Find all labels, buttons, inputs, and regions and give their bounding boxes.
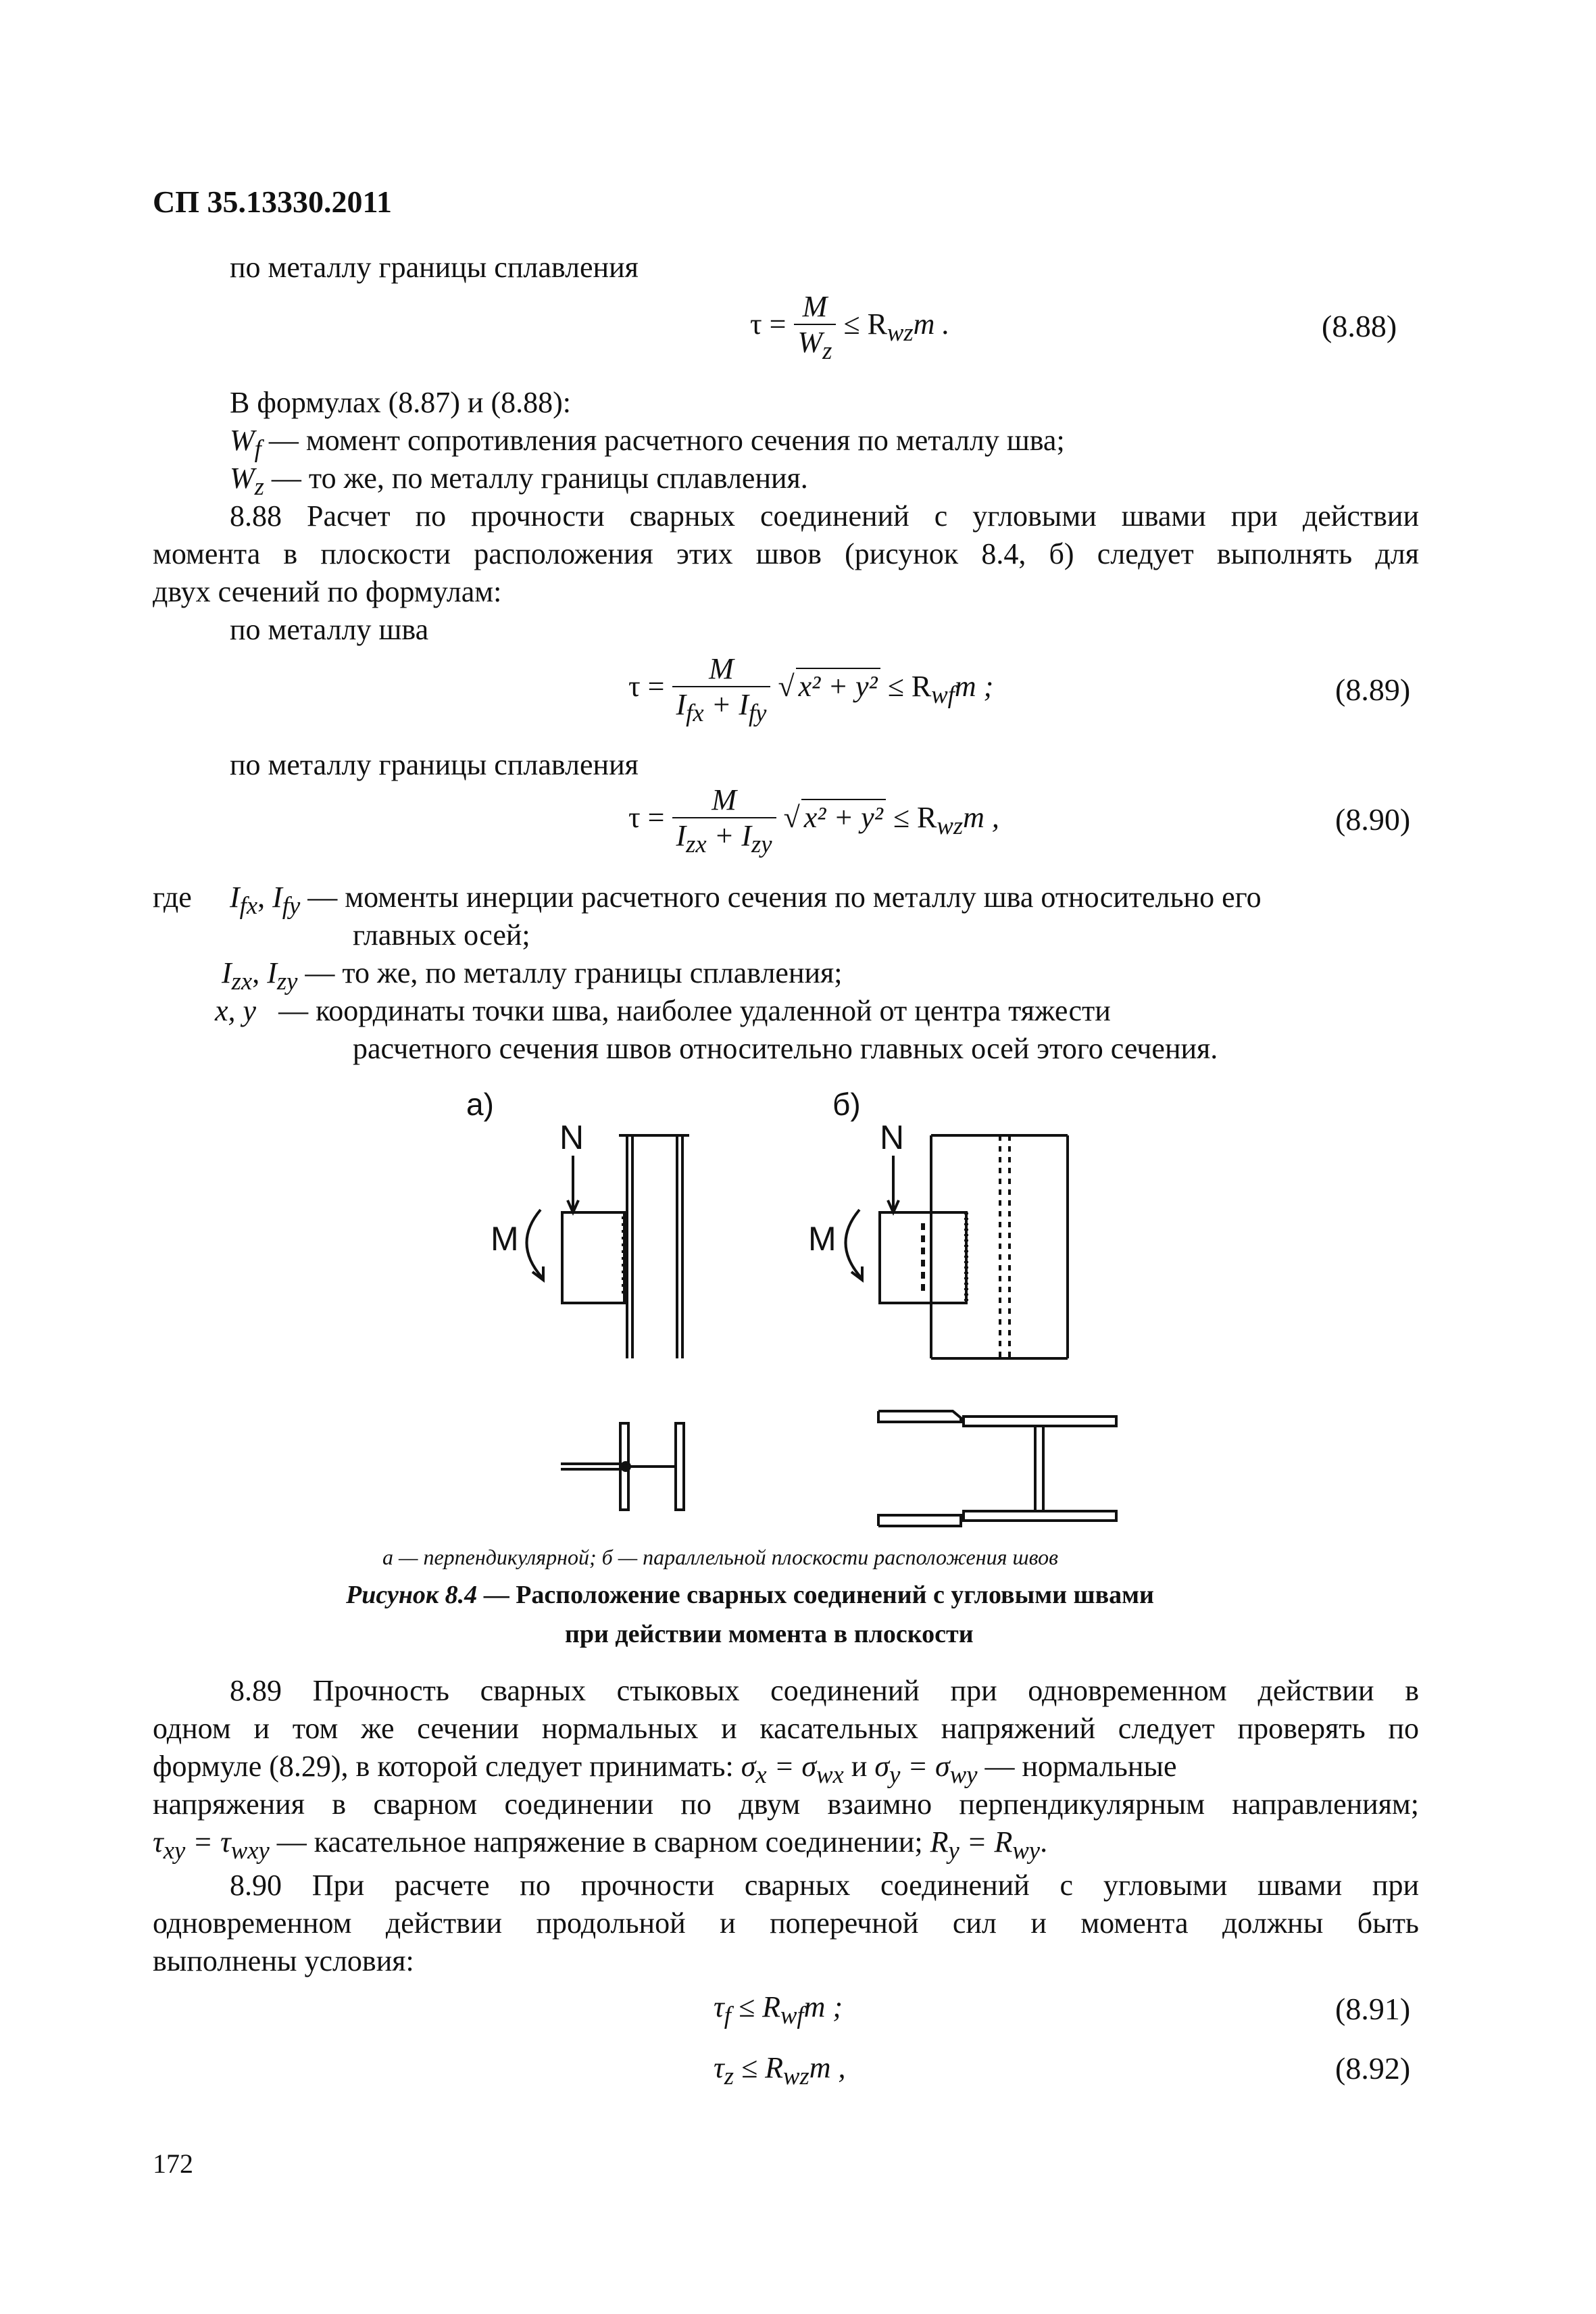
equation-number: (8.90)	[1335, 802, 1411, 837]
numerator: M	[802, 290, 828, 323]
text-line: по металлу шва	[230, 613, 429, 646]
equation-number: (8.91)	[1335, 1992, 1411, 2026]
formula-inline: $\sigma_x = \sigma_{wx}$	[741, 1750, 844, 1788]
figure-caption-title	[346, 1580, 1154, 1610]
figure-8-4-weld-diagram	[459, 1081, 1311, 1554]
weld-dot	[622, 1462, 630, 1471]
lhs-symbol: τ	[714, 2051, 724, 2084]
flange-section-a	[676, 1423, 684, 1510]
rhs-tail: m ;	[954, 670, 994, 703]
fraction	[672, 651, 771, 727]
denominator	[794, 324, 837, 365]
denominator	[672, 817, 776, 858]
tau-symbol: τ =	[628, 670, 665, 703]
rhs-symbol: ≤ R	[887, 670, 932, 703]
numerator: M	[712, 783, 737, 816]
equation-8-92	[714, 2050, 846, 2090]
plate-section-b-bottom	[878, 1515, 961, 1526]
text-line: В формулах (8.87) и (8.88):	[230, 386, 571, 419]
equation-number: (8.88)	[1322, 309, 1397, 343]
moment-arc	[845, 1210, 861, 1277]
page-number: 172	[153, 2148, 193, 2179]
lhs-symbol: τ	[714, 1990, 724, 2023]
sqrt-content: x² + y²	[801, 799, 886, 835]
den-subscript: zx	[686, 829, 707, 858]
paragraph-line: формуле (8.29), в которой следует принимать: $\sigma_x = \sigma_{wx}$ и $\sigma_y = \sigma_{wy}$ — нормальные	[153, 1750, 1177, 1788]
definition-text: — координаты точки шва, наиболее удаленной от центра тяжести	[278, 994, 1111, 1027]
paragraph-line: двух сечений по формулам:	[153, 575, 502, 608]
symbol: I	[222, 956, 232, 989]
rhs-subscript: wf	[931, 680, 955, 708]
rhs-tail: m ,	[809, 2051, 846, 2084]
equation-8-90	[628, 783, 999, 858]
sqrt-content: x² + y²	[796, 668, 880, 704]
moment-m-label: M	[491, 1220, 519, 1258]
caption-figure-number: Рисунок 8.4	[346, 1581, 478, 1609]
tau-symbol: τ =	[750, 307, 787, 341]
formula-inline: $R_y = R_{wy}$	[930, 1825, 1041, 1864]
definition-text: — момент сопротивления расчетного сечения по металлу шва;	[268, 424, 1065, 457]
definition-text: — моменты инерции расчетного сечения по металлу шва относительно его	[307, 881, 1262, 914]
symbol: I	[230, 881, 240, 914]
paragraph-line: 8.88 Расчет по прочности сварных соединений с угловыми швами при действии	[230, 499, 1419, 533]
lhs-subscript: f	[724, 2000, 731, 2029]
den-subscript: z	[822, 336, 832, 364]
den-symbol: W	[797, 326, 823, 359]
sqrt-sign: √	[783, 801, 800, 834]
paragraph-line: момента в плоскости расположения этих швов (рисунок 8.4, б) следует выполнять для	[153, 537, 1419, 570]
formula-inline: $\tau_{xy} = \tau_{wxy}$	[153, 1825, 270, 1864]
rhs-subscript: wz	[887, 318, 914, 346]
paragraph-line: 8.90 При расчете по прочности сварных соединений с угловыми швами при	[230, 1869, 1419, 1902]
document-code: СП 35.13330.2011	[153, 184, 392, 219]
equation-number: (8.89)	[1335, 672, 1411, 707]
equation-number: (8.92)	[1335, 2051, 1411, 2086]
symbol: I	[272, 881, 282, 914]
plate-section-b-top	[878, 1411, 961, 1422]
formula-inline: $\sigma_y = \sigma_{wy}$	[874, 1750, 978, 1788]
moment-m-label: M	[808, 1220, 837, 1258]
subscript: f	[254, 434, 261, 462]
equation-8-89	[628, 651, 993, 727]
subscript: zy	[276, 966, 298, 995]
rhs-tail: m .	[913, 307, 950, 341]
where-word: где	[153, 881, 192, 914]
paragraph-text: — нормальные	[984, 1750, 1177, 1783]
fraction	[672, 783, 776, 858]
paragraph-text: — касательное напряжение в сварном соединении;	[276, 1825, 923, 1858]
den-plus: + I	[714, 819, 752, 852]
definition-text: — то же, по металлу границы сплавления;	[305, 956, 843, 989]
paragraph-line: одновременном действии продольной и поперечной сил и момента должны быть	[153, 1906, 1419, 1940]
definition-continuation: расчетного сечения швов относительно главных осей этого сечения.	[353, 1032, 1218, 1065]
rhs-subscript: wz	[783, 2061, 809, 2090]
text-line: по металлу границы сплавления	[230, 748, 639, 781]
symbol: I	[267, 956, 277, 989]
flange-section-b-bottom	[964, 1511, 1116, 1521]
definition-text: — то же, по металлу границы сплавления.	[271, 462, 808, 495]
label-b: б)	[832, 1087, 861, 1122]
lhs-subscript: z	[724, 2061, 734, 2090]
den-symbol: I	[676, 819, 687, 852]
subscript: zx	[231, 966, 253, 995]
rhs-subscript: wz	[937, 811, 964, 839]
rhs-tail: m ,	[963, 801, 999, 834]
definition-izx-izy: $I_{zx}$, $I_{zy}$ — то же, по металлу границы сплавления;	[222, 956, 843, 995]
subscript: fx	[239, 891, 258, 919]
rhs-symbol: ≤ R	[738, 1990, 780, 2023]
fraction	[794, 289, 837, 365]
sqrt-sign: √	[778, 670, 795, 703]
rhs-subscript: wf	[780, 2000, 804, 2029]
text-line: по металлу границы сплавления	[230, 251, 639, 284]
flange-section-b-top	[964, 1417, 1116, 1426]
equation-8-88	[750, 289, 949, 365]
paragraph-line: напряжения в сварном соединении по двум взаимно перпендикулярным направлениям;	[153, 1788, 1419, 1821]
definition-continuation: главных осей;	[353, 918, 530, 952]
den-subscript: fy	[748, 698, 767, 727]
tau-symbol: τ =	[628, 801, 665, 834]
subscript: fy	[282, 891, 301, 919]
plate-a	[562, 1212, 624, 1303]
den-subscript: zy	[751, 829, 772, 858]
rhs-tail: m ;	[803, 1990, 843, 2023]
den-subscript: fx	[686, 698, 704, 727]
symbol: x, y	[215, 994, 257, 1027]
den-symbol: I	[676, 688, 687, 721]
numerator: M	[709, 652, 734, 685]
paragraph-line: одном и том же сечении нормальных и касательных напряжений следует проверять по	[153, 1712, 1419, 1745]
den-plus: + I	[711, 688, 749, 721]
moment-arc	[526, 1210, 542, 1277]
caption-title-text: — Расположение сварных соединений с угловыми швами	[483, 1581, 1154, 1609]
paragraph-line: выполнены условия:	[153, 1944, 414, 1977]
equation-8-91	[714, 1990, 843, 2029]
definition-ifx-ify: $I_{fx}$, $I_{fy}$ — моменты инерции расчетного сечения по металлу шва относительно его	[230, 881, 1262, 919]
figure-caption-title-line2: при действии момента в плоскости	[565, 1620, 974, 1648]
force-n-label: N	[880, 1118, 905, 1156]
figure-caption-note: а — перпендикулярной; б — параллельной плоскости расположения швов	[382, 1545, 1059, 1569]
rhs-symbol: ≤ R	[741, 2051, 784, 2084]
paragraph-line: 8.89 Прочность сварных стыковых соединений при одновременном действии в	[230, 1674, 1419, 1707]
force-n-label: N	[559, 1118, 584, 1156]
rhs-symbol: ≤ R	[893, 801, 937, 834]
symbol: W	[230, 424, 255, 457]
rhs	[843, 307, 950, 346]
subscript: z	[254, 472, 264, 500]
label-a: а)	[466, 1087, 494, 1122]
paragraph-line: $\tau_{xy} = \tau_{wxy}$ — касательное напряжение в сварном соединении; $R_y = R_{wy}$.	[153, 1825, 1048, 1864]
denominator	[672, 686, 771, 727]
definition-xy	[215, 992, 1111, 1030]
rhs-symbol: ≤ R	[843, 307, 887, 341]
symbol: W	[230, 462, 255, 495]
paragraph-text: формуле (8.29), в которой следует принимать:	[153, 1750, 734, 1783]
